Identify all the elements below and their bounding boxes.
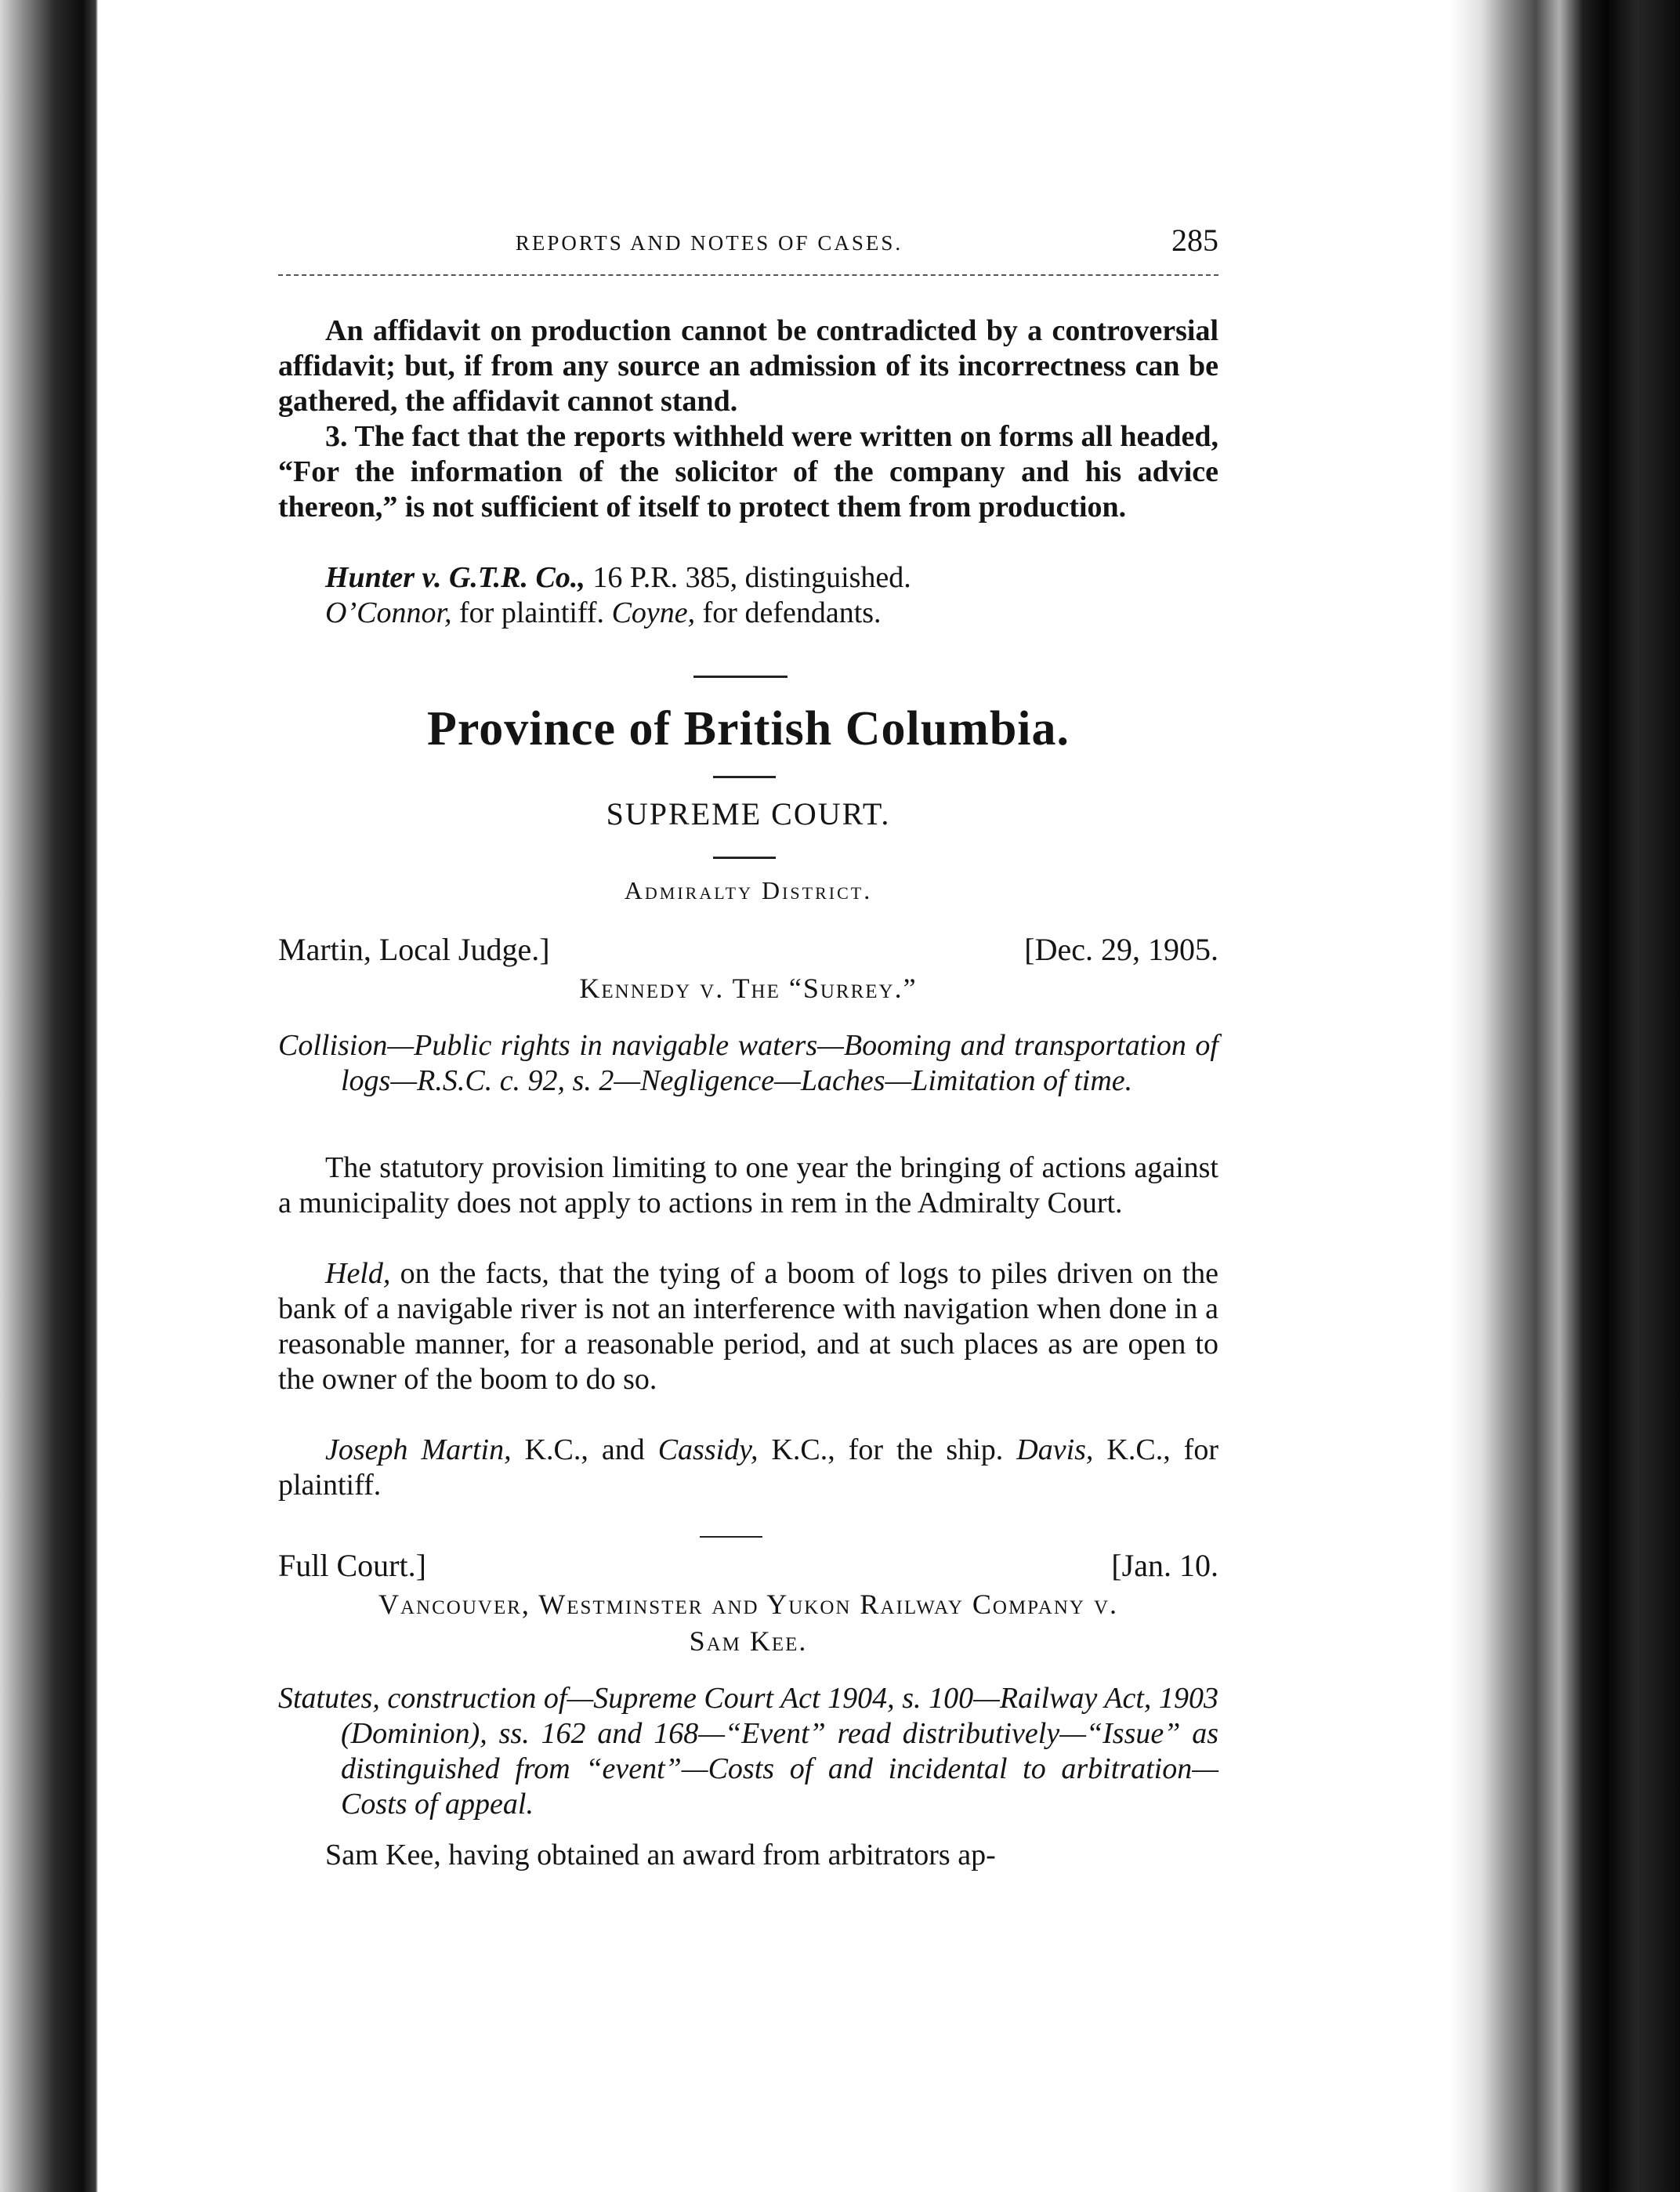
counsel-name: Cassidy, <box>657 1433 759 1466</box>
book-page <box>278 0 1218 2192</box>
case1-headnote: Collision—Public rights in navigable waters—Booming and transportation of logs—R.S.C. c. 92, s. 2—Negligence—Laches—Limitation of time. <box>278 1029 1218 1097</box>
book-edge-right <box>1450 0 1680 2192</box>
case1-date: [Dec. 29, 1905. <box>1024 932 1218 967</box>
page-number: 285 <box>1171 223 1218 258</box>
court-heading: SUPREME COURT. <box>606 796 891 832</box>
cited-case: Hunter v. G.T.R. Co., <box>325 561 585 594</box>
case2-name-line-2: Sam Kee. <box>689 1625 808 1657</box>
counsel-text: K.C., and <box>511 1433 658 1466</box>
case1-paragraph-1: The statutory provision limiting to one year the bringing of actions against a municipality does not apply to actions in rem in the Admiralty Court. <box>278 1151 1218 1219</box>
case1-paragraph-2 <box>278 1256 1218 1397</box>
counsel-text-end: for defendants. <box>695 596 882 629</box>
opening-counsel <box>278 596 1218 631</box>
counsel-name: Davis, <box>1016 1433 1094 1466</box>
book-spine-left <box>0 0 98 2192</box>
held-word: Held, <box>325 1257 391 1290</box>
case2-headnote: Statutes, construction of—Supreme Court Act 1904, s. 100—Railway Act, 1903 (Dominion), ss. 162 and 168—“Event” read distributively—“Issue” as distinguished from “event”—Costs of and incidental to arbitration—Costs of appeal. <box>278 1682 1218 1821</box>
running-head <box>278 222 1218 269</box>
counsel-text: for plaintiff. <box>451 596 612 629</box>
counsel-text: K.C., for the ship. <box>758 1433 1017 1466</box>
case2-paragraph-1: Sam Kee, having obtained an award from arbitrators ap- <box>325 1839 996 1871</box>
running-title: REPORTS AND NOTES OF CASES. <box>515 231 903 255</box>
section-rule <box>700 1536 762 1538</box>
district-heading: Admiralty District. <box>624 876 873 904</box>
citation-rest: 16 P.R. 385, distinguished. <box>585 561 911 594</box>
case2-name-line-1: Vancouver, Westminster and Yukon Railway Company v. <box>378 1589 1118 1620</box>
case1-held-text: on the facts, that the tying of a boom of logs to piles driven on the bank of a navigable river is not an interference with navigation when done in a reasonable manner, for a reasonable period, and at such places as are open to the owner of the boom to do so. <box>278 1257 1218 1396</box>
section-rule <box>693 676 788 678</box>
counsel-name: Joseph Martin, <box>325 1433 512 1466</box>
case1-counsel <box>278 1433 1218 1503</box>
case2-date: [Jan. 10. <box>1111 1548 1218 1583</box>
short-rule <box>713 776 776 778</box>
opening-citation <box>278 560 1218 596</box>
opening-paragraph-1: An affidavit on production cannot be contradicted by a controversial affidavit; but, if from any source an admission of its incorrectness can be gathered, the affidavit cannot stand. <box>278 314 1218 418</box>
province-heading: Province of British Columbia. <box>426 702 1070 755</box>
counsel-defendants: Coyne, <box>611 596 696 629</box>
counsel-plaintiff: O’Connor, <box>325 596 452 629</box>
opening-paragraph-2: 3. The fact that the reports withheld were written on forms all headed, “For the information of the solicitor of the company and his advice thereon,” is not sufficient of itself to protect them from production. <box>278 420 1218 524</box>
counsel-text: K.C., for plaintiff. <box>278 1433 1218 1502</box>
header-rule <box>278 274 1218 276</box>
case2-court: Full Court.] <box>278 1548 426 1583</box>
case1-judge: Martin, Local Judge.] <box>278 932 550 967</box>
short-rule <box>713 857 776 859</box>
case1-name: Kennedy v. The “Surrey.” <box>579 973 918 1004</box>
